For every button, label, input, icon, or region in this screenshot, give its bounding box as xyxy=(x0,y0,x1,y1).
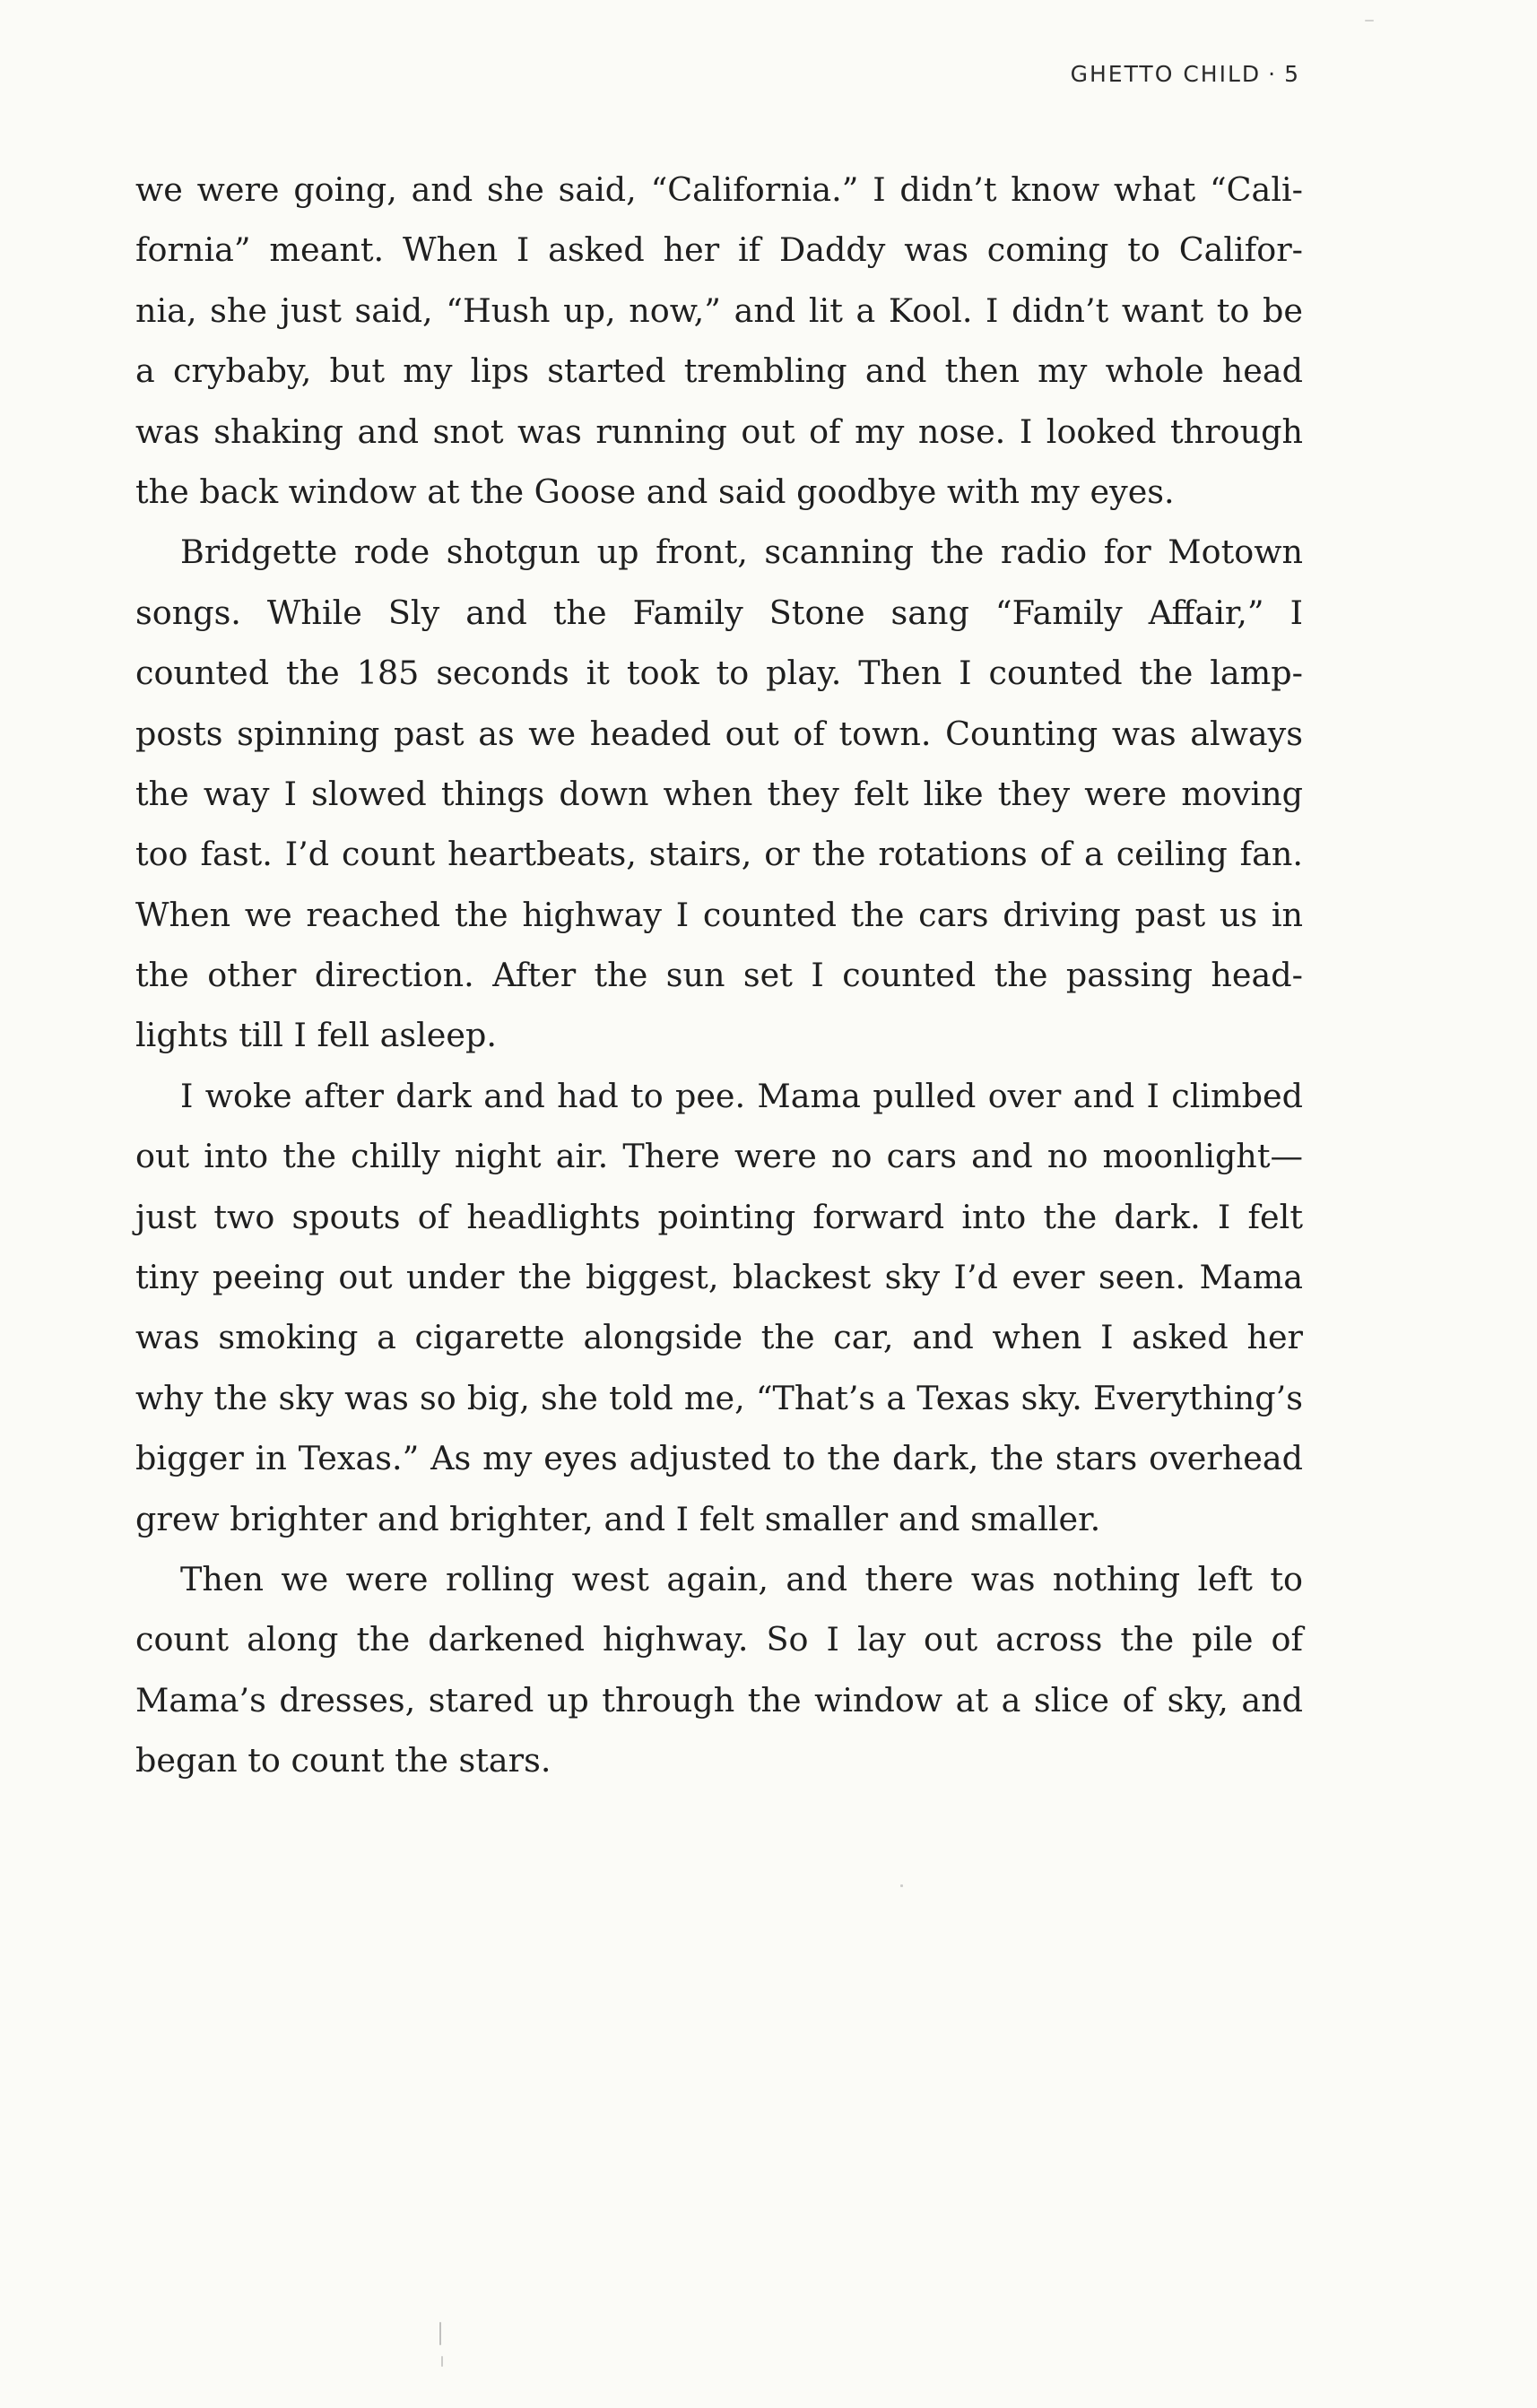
scan-speck xyxy=(439,2322,441,2345)
text-line: I woke after dark and had to pee. Mama pulled over and I climbed xyxy=(180,1076,1303,1115)
running-head-title: GHETTO CHILD xyxy=(1070,61,1262,87)
running-head-separator: · xyxy=(1268,61,1278,87)
text-line: just two spouts of headlights pointing forward into the dark. I felt xyxy=(135,1197,1303,1236)
running-head xyxy=(1071,61,1300,87)
text-line: out into the chilly night air. There were no cars and no moonlight— xyxy=(135,1137,1303,1176)
scan-speck xyxy=(1365,20,1374,22)
scan-speck xyxy=(441,2356,443,2367)
text-line: fornia” meant. When I asked her if Daddy was coming to Califor- xyxy=(135,230,1303,270)
scan-speck xyxy=(900,1884,903,1887)
text-line: why the sky was so big, she told me, “That’s a Texas sky. Everything’s xyxy=(135,1378,1303,1417)
text-line: began to count the stars. xyxy=(135,1741,551,1780)
text-line: tiny peeing out under the biggest, blackest sky I’d ever seen. Mama xyxy=(135,1258,1303,1297)
text-line: was smoking a cigarette alongside the car, and when I asked her xyxy=(135,1318,1303,1357)
text-line: the other direction. After the sun set I counted the passing head- xyxy=(135,956,1303,995)
text-line: bigger in Texas.” As my eyes adjusted to the dark, the stars overhead xyxy=(135,1439,1303,1478)
text-line: too fast. I’d count heartbeats, stairs, or the rotations of a ceiling fan. xyxy=(135,835,1303,874)
text-line: Then we were rolling west again, and there was nothing left to xyxy=(180,1559,1303,1598)
text-line: lights till I fell asleep. xyxy=(135,1016,497,1055)
text-line: was shaking and snot was running out of my nose. I looked through xyxy=(135,411,1303,451)
text-line: songs. While Sly and the Family Stone sang “Family Affair,” I xyxy=(135,593,1303,632)
page-number: 5 xyxy=(1284,61,1300,87)
body-text xyxy=(135,160,1303,1791)
text-line: Mama’s dresses, stared up through the window at a slice of sky, and xyxy=(135,1680,1303,1719)
text-line: the way I slowed things down when they felt like they were moving xyxy=(135,774,1303,813)
text-line: counted the 185 seconds it took to play. Then I counted the lamp- xyxy=(135,654,1303,693)
text-line: When we reached the highway I counted the cars driving past us in xyxy=(135,895,1303,934)
text-line: posts spinning past as we headed out of town. Counting was always xyxy=(135,714,1303,753)
text-line: a crybaby, but my lips started trembling and then my whole head xyxy=(135,351,1303,391)
text-line: grew brighter and brighter, and I felt smaller and smaller. xyxy=(135,1499,1101,1538)
text-line: we were going, and she said, “California.” I didn’t know what “Cali- xyxy=(135,170,1303,209)
text-line: Bridgette rode shotgun up front, scanning the radio for Motown xyxy=(180,533,1303,572)
text-line: the back window at the Goose and said goodbye with my eyes. xyxy=(135,472,1175,511)
text-line: nia, she just said, “Hush up, now,” and lit a Kool. I didn’t want to be xyxy=(135,290,1303,330)
text-line: count along the darkened highway. So I lay out across the pile of xyxy=(135,1620,1303,1659)
